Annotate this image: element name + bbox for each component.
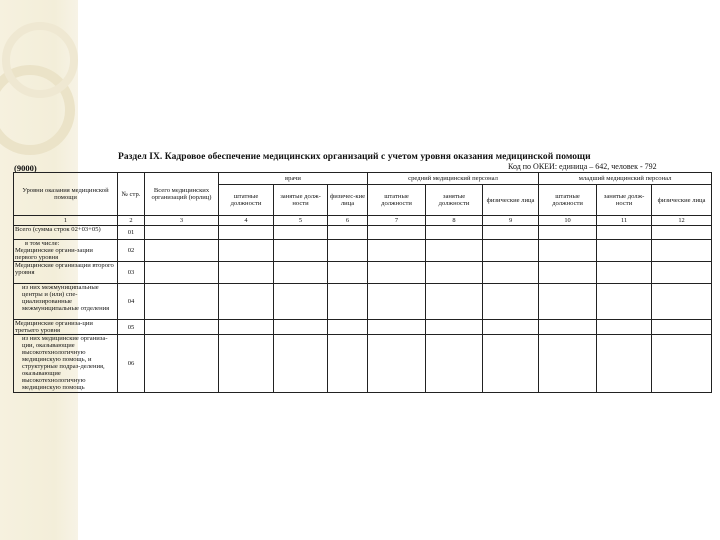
row-label: из них межмуниципальные центры и (или) спе-циализированные межмуниципальные отделения: [14, 284, 118, 320]
table-row: [14, 284, 712, 320]
header-mid-persons: физические лица: [483, 185, 539, 216]
table-row: [14, 320, 712, 335]
column-number: 3: [145, 216, 219, 226]
table-row: [14, 226, 712, 240]
input-cell[interactable]: [597, 262, 652, 284]
input-cell[interactable]: [274, 320, 328, 335]
column-number: 6: [328, 216, 368, 226]
row-label: Всего (сумма строк 02+03+05): [14, 226, 118, 240]
input-cell[interactable]: [368, 262, 426, 284]
header-doctors: врачи: [219, 173, 368, 185]
input-cell[interactable]: [483, 320, 539, 335]
input-cell[interactable]: [274, 240, 328, 262]
input-cell[interactable]: [483, 240, 539, 262]
input-cell[interactable]: [219, 284, 274, 320]
input-cell[interactable]: [145, 320, 219, 335]
input-cell[interactable]: [483, 226, 539, 240]
input-cell[interactable]: [652, 226, 712, 240]
input-cell[interactable]: [426, 262, 483, 284]
input-cell[interactable]: [145, 240, 219, 262]
input-cell[interactable]: [652, 284, 712, 320]
header-row-no: № стр.: [118, 173, 145, 216]
column-number: 10: [539, 216, 597, 226]
input-cell[interactable]: [274, 284, 328, 320]
column-number: 2: [118, 216, 145, 226]
input-cell[interactable]: [652, 262, 712, 284]
input-cell[interactable]: [426, 240, 483, 262]
input-cell[interactable]: [219, 226, 274, 240]
column-number: 1: [14, 216, 118, 226]
header-doctors-persons: физичес-кие лица: [328, 185, 368, 216]
input-cell[interactable]: [328, 284, 368, 320]
row-label: [14, 240, 118, 262]
input-cell[interactable]: [597, 226, 652, 240]
input-cell[interactable]: [274, 262, 328, 284]
input-cell[interactable]: [597, 320, 652, 335]
input-cell[interactable]: [426, 335, 483, 393]
input-cell[interactable]: [274, 226, 328, 240]
ring-small: [6, 26, 74, 94]
column-number: 8: [426, 216, 483, 226]
header-row-1: [14, 173, 712, 185]
input-cell[interactable]: [219, 240, 274, 262]
input-cell[interactable]: [426, 284, 483, 320]
row-label: Медицинские организа-ции третьего уровня: [14, 320, 118, 335]
input-cell[interactable]: [368, 226, 426, 240]
table-row: [14, 335, 712, 393]
okei-code: Код по ОКЕИ: единица – 642, человек - 792: [508, 162, 657, 171]
row-code: 05: [118, 320, 145, 335]
header-junior-staff: младший медицинский персонал: [539, 173, 712, 185]
header-total: Всего медицинских организаций (юрлиц): [145, 173, 219, 216]
row-label: Медицинские организации второго уровня: [14, 262, 118, 284]
input-cell[interactable]: [652, 240, 712, 262]
input-cell[interactable]: [597, 335, 652, 393]
header-doctors-staff: штатные должности: [219, 185, 274, 216]
input-cell[interactable]: [274, 335, 328, 393]
column-number-row: [14, 216, 712, 226]
input-cell[interactable]: [426, 320, 483, 335]
input-cell[interactable]: [145, 284, 219, 320]
input-cell[interactable]: [597, 240, 652, 262]
input-cell[interactable]: [483, 262, 539, 284]
input-cell[interactable]: [145, 262, 219, 284]
input-cell[interactable]: [368, 320, 426, 335]
row-code: 02: [118, 240, 145, 262]
column-number: 7: [368, 216, 426, 226]
table-row: [14, 240, 712, 262]
column-number: 5: [274, 216, 328, 226]
input-cell[interactable]: [426, 226, 483, 240]
row-label-main: Медицинские органи-зации первого уровня: [15, 247, 93, 261]
row-code: 03: [118, 262, 145, 284]
column-number: 9: [483, 216, 539, 226]
input-cell[interactable]: [539, 320, 597, 335]
row-code: 06: [118, 335, 145, 393]
input-cell[interactable]: [219, 262, 274, 284]
form-code: (9000): [14, 163, 37, 173]
input-cell[interactable]: [597, 284, 652, 320]
input-cell[interactable]: [145, 335, 219, 393]
input-cell[interactable]: [368, 335, 426, 393]
input-cell[interactable]: [328, 335, 368, 393]
header-mid-staff: средний медицинский персонал: [368, 173, 539, 185]
row-code: 04: [118, 284, 145, 320]
input-cell[interactable]: [219, 320, 274, 335]
input-cell[interactable]: [652, 335, 712, 393]
page-title: Раздел IX. Кадровое обеспечение медицинских организаций с учетом уровня оказания медицинской помощи: [118, 152, 591, 162]
column-number: 4: [219, 216, 274, 226]
input-cell[interactable]: [219, 335, 274, 393]
header-mid-staff-positions: штатные должности: [368, 185, 426, 216]
column-number: 11: [597, 216, 652, 226]
input-cell[interactable]: [539, 226, 597, 240]
header-junior-staff-positions: штатные должности: [539, 185, 597, 216]
input-cell[interactable]: [539, 240, 597, 262]
input-cell[interactable]: [539, 284, 597, 320]
input-cell[interactable]: [539, 335, 597, 393]
input-cell[interactable]: [483, 335, 539, 393]
input-cell[interactable]: [145, 226, 219, 240]
input-cell[interactable]: [328, 262, 368, 284]
input-cell[interactable]: [539, 262, 597, 284]
input-cell[interactable]: [328, 320, 368, 335]
input-cell[interactable]: [483, 284, 539, 320]
header-junior-persons: физические лица: [652, 185, 712, 216]
input-cell[interactable]: [652, 320, 712, 335]
header-junior-occupied: занятые долж-ности: [597, 185, 652, 216]
header-mid-occupied: занятые должности: [426, 185, 483, 216]
input-cell[interactable]: [328, 240, 368, 262]
row-label: из них медицинские организа-ции, оказывающие высокотехнологичную медицинскую помощь, и структурные подраз-деления, оказывающие высокотехнологичную медицинскую помощь: [14, 335, 118, 393]
input-cell[interactable]: [328, 226, 368, 240]
row-code: 01: [118, 226, 145, 240]
table-row: [14, 262, 712, 284]
column-number: 12: [652, 216, 712, 226]
input-cell[interactable]: [368, 284, 426, 320]
header-doctors-occupied: занятые долж-ности: [274, 185, 328, 216]
row-label-intro: в том числе:: [25, 240, 60, 247]
staffing-table: [13, 172, 712, 393]
header-level: Уровни оказания медицинской помощи: [14, 173, 118, 216]
input-cell[interactable]: [368, 240, 426, 262]
